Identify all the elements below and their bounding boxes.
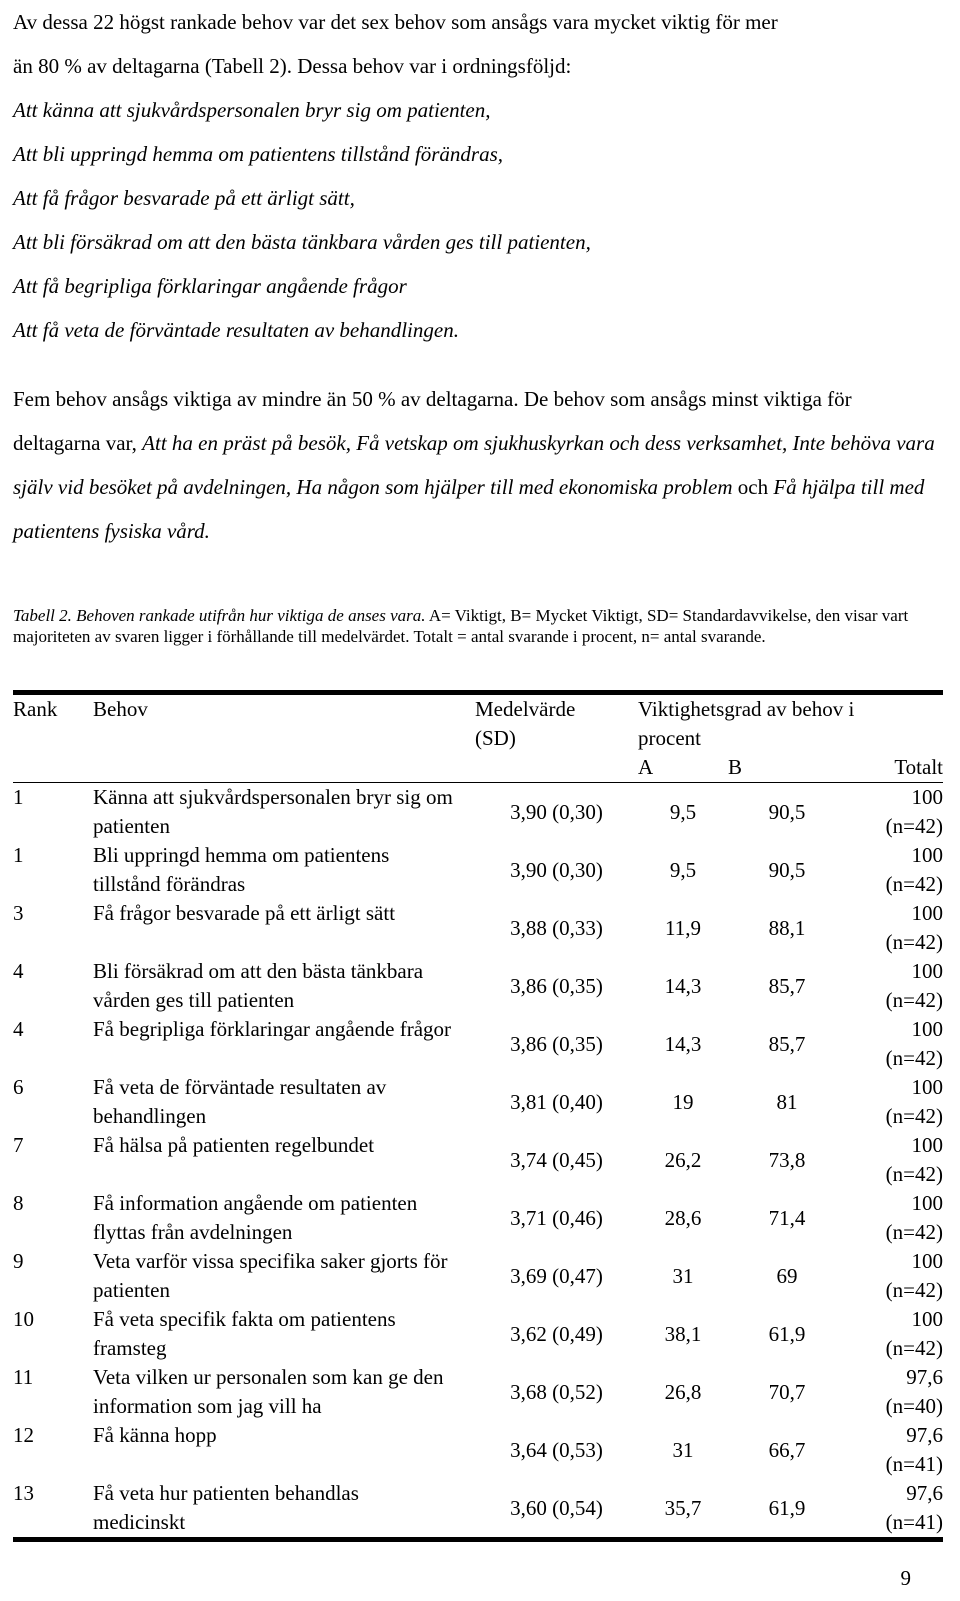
- a-cell: 31: [672, 1263, 694, 1288]
- rank-cell: 8: [13, 1191, 24, 1215]
- total-cell: [846, 899, 943, 957]
- total-percent: 97,6: [906, 1365, 943, 1389]
- mean-cell: 3,74 (0,45): [510, 1147, 603, 1172]
- a-cell: 38,1: [664, 1321, 702, 1346]
- rank-cell: 4: [13, 959, 24, 983]
- mean-cell: 3,86 (0,35): [510, 1031, 603, 1056]
- b-cell: 69: [776, 1263, 798, 1288]
- need-cell: Få känna hopp: [93, 1423, 217, 1447]
- table-header-row: [13, 693, 943, 754]
- total-cell: [846, 1363, 943, 1421]
- rank-cell: 6: [13, 1075, 24, 1099]
- total-n: (n=40): [885, 1394, 943, 1418]
- table-row: [13, 841, 943, 899]
- total-cell: [846, 1015, 943, 1073]
- paragraph-italic-needs: Att ha en präst på besök, Få vetskap om sjukhuskyrkan och dess verksamhet, Inte behöva vara själv vid besöket på avdelningen, Ha någon som hjälper till med ekonomiska problem: [13, 431, 935, 499]
- a-cell: 28,6: [664, 1205, 702, 1230]
- need-cell: Få frågor besvarade på ett ärligt sätt: [93, 901, 396, 925]
- mean-cell: 3,90 (0,30): [510, 799, 603, 824]
- header-a: A: [638, 753, 728, 783]
- need-cell: Få veta de förväntade resultaten av behandlingen: [93, 1075, 387, 1128]
- total-cell: [846, 1479, 943, 1540]
- total-cell: [846, 1073, 943, 1131]
- rank-cell: 11: [13, 1365, 34, 1389]
- header-degree-line2: procent: [638, 726, 701, 750]
- intro-paragraph: [13, 0, 943, 352]
- b-cell: 85,7: [768, 973, 806, 998]
- total-percent: 100: [911, 785, 943, 809]
- total-percent: 100: [911, 1075, 943, 1099]
- rank-cell: 10: [13, 1307, 34, 1331]
- b-cell: 85,7: [768, 1031, 806, 1056]
- total-n: (n=41): [885, 1510, 943, 1534]
- need-cell: Få begripliga förklaringar angående frågor: [93, 1017, 452, 1041]
- mean-cell: 3,81 (0,40): [510, 1089, 603, 1114]
- table-row: [13, 1189, 943, 1247]
- total-cell: [846, 957, 943, 1015]
- total-percent: 100: [911, 843, 943, 867]
- table-row: [13, 1479, 943, 1540]
- table-row: [13, 957, 943, 1015]
- total-cell: [846, 783, 943, 842]
- total-n: (n=42): [885, 814, 943, 838]
- header-degree-line1: Viktighetsgrad av behov i: [638, 697, 855, 721]
- need-list-item: Att bli uppringd hemma om patientens tillstånd förändras,: [13, 142, 504, 166]
- need-cell: Bli uppringd hemma om patientens tillstånd förändras: [93, 843, 390, 896]
- a-cell: 35,7: [638, 1479, 728, 1540]
- header-rank: Rank: [13, 693, 93, 754]
- mean-cell: 3,68 (0,52): [510, 1379, 603, 1404]
- table-row: [13, 1073, 943, 1131]
- total-percent: 100: [911, 901, 943, 925]
- b-cell: 61,9: [728, 1479, 846, 1540]
- total-n: (n=41): [885, 1452, 943, 1476]
- total-percent: 97,6: [906, 1423, 943, 1447]
- a-cell: 9,5: [669, 799, 697, 824]
- b-cell: 90,5: [768, 857, 806, 882]
- total-percent: 100: [911, 1017, 943, 1041]
- need-list-item: Att bli försäkrad om att den bästa tänkbara vården ges till patienten,: [13, 230, 591, 254]
- header-total: Totalt: [846, 753, 943, 783]
- mean-cell: 3,64 (0,53): [510, 1437, 603, 1462]
- need-cell: Känna att sjukvårdspersonalen bryr sig om patienten: [93, 785, 453, 838]
- total-n: (n=42): [885, 988, 943, 1012]
- need-cell: Få hälsa på patienten regelbundet: [93, 1133, 375, 1157]
- need-list-item: Att få begripliga förklaringar angående frågor: [13, 274, 407, 298]
- a-cell: 31: [672, 1437, 694, 1462]
- a-cell: 14,3: [664, 973, 702, 998]
- rank-cell: 4: [13, 1017, 24, 1041]
- total-percent: 100: [911, 1133, 943, 1157]
- table-subheader-row: [13, 753, 943, 783]
- header-degree: [638, 693, 943, 754]
- mean-cell: 3,71 (0,46): [510, 1205, 603, 1230]
- total-n: (n=42): [885, 1336, 943, 1360]
- total-cell: [846, 1421, 943, 1479]
- table-row: [13, 1421, 943, 1479]
- b-cell: 66,7: [768, 1437, 806, 1462]
- total-n: (n=42): [885, 1278, 943, 1302]
- total-n: (n=42): [885, 872, 943, 896]
- total-n: (n=42): [885, 1104, 943, 1128]
- b-cell: 81: [776, 1089, 798, 1114]
- a-cell: 14,3: [664, 1031, 702, 1056]
- mean-cell: 3,86 (0,35): [510, 973, 603, 998]
- rank-cell: 9: [13, 1249, 24, 1273]
- total-percent: 100: [911, 1249, 943, 1273]
- rank-cell: 1: [13, 843, 24, 867]
- total-cell: [846, 1247, 943, 1305]
- rank-cell: 1: [13, 785, 24, 809]
- table-row: [13, 1131, 943, 1189]
- a-cell: 19: [672, 1089, 694, 1114]
- caption-label: Tabell 2. Behoven rankade utifrån hur viktiga de anses vara.: [13, 606, 426, 625]
- rank-cell: 13: [13, 1479, 93, 1540]
- header-mean-line1: Medelvärde: [475, 697, 576, 721]
- total-cell: [846, 1305, 943, 1363]
- total-n: (n=42): [885, 1162, 943, 1186]
- total-percent: 97,6: [906, 1481, 943, 1505]
- total-n: (n=42): [885, 930, 943, 954]
- total-percent: 100: [911, 959, 943, 983]
- need-cell: Bli försäkrad om att den bästa tänkbara vården ges till patienten: [93, 959, 424, 1012]
- table-row: [13, 1363, 943, 1421]
- mean-cell: 3,60 (0,54): [475, 1479, 638, 1540]
- need-cell: Få veta specifik fakta om patientens framsteg: [93, 1307, 396, 1360]
- needs-table: [13, 690, 943, 1542]
- header-mean: [475, 693, 638, 754]
- paragraph-italic-last-need: Få hjälpa till med patientens fysiska vård.: [13, 475, 925, 543]
- rank-cell: 12: [13, 1423, 34, 1447]
- intro-line-1: Av dessa 22 högst rankade behov var det sex behov som ansågs vara mycket viktig för mer: [13, 10, 778, 34]
- total-n: (n=42): [885, 1220, 943, 1244]
- table-row: [13, 1247, 943, 1305]
- total-percent: 100: [911, 1307, 943, 1331]
- mean-cell: 3,62 (0,49): [510, 1321, 603, 1346]
- header-b: B: [728, 753, 846, 783]
- mean-cell: 3,90 (0,30): [510, 857, 603, 882]
- table-row: [13, 783, 943, 842]
- b-cell: 88,1: [768, 915, 806, 940]
- total-cell: [846, 841, 943, 899]
- paragraph-text-and: och: [732, 475, 774, 499]
- need-list-item: Att känna att sjukvårdspersonalen bryr sig om patienten,: [13, 98, 491, 122]
- a-cell: 26,8: [664, 1379, 702, 1404]
- need-cell: Få information angående om patienten flyttas från avdelningen: [93, 1191, 418, 1244]
- header-need: Behov: [93, 693, 475, 754]
- total-percent: 100: [911, 1191, 943, 1215]
- intro-line-2: än 80 % av deltagarna (Tabell 2). Dessa behov var i ordningsföljd:: [13, 54, 572, 78]
- mean-cell: 3,88 (0,33): [510, 915, 603, 940]
- need-list-item: Att få frågor besvarade på ett ärligt sätt,: [13, 186, 355, 210]
- a-cell: 11,9: [665, 915, 701, 940]
- need-cell: Veta vilken ur personalen som kan ge den information som jag vill ha: [93, 1365, 444, 1418]
- b-cell: 71,4: [768, 1205, 806, 1230]
- page-number: 9: [900, 1566, 911, 1590]
- rank-cell: 7: [13, 1133, 24, 1157]
- document-page: [13, 0, 943, 1590]
- b-cell: 73,8: [768, 1147, 806, 1172]
- need-cell: Veta varför vissa specifika saker gjorts för patienten: [93, 1249, 448, 1302]
- a-cell: 26,2: [664, 1147, 702, 1172]
- need-cell: Få veta hur patienten behandlas medicinskt: [93, 1479, 475, 1540]
- b-cell: 61,9: [768, 1321, 806, 1346]
- table-row: [13, 1305, 943, 1363]
- total-cell: [846, 1189, 943, 1247]
- rank-cell: 3: [13, 901, 24, 925]
- least-important-paragraph: [13, 377, 943, 553]
- total-n: (n=42): [885, 1046, 943, 1070]
- a-cell: 9,5: [669, 857, 697, 882]
- mean-cell: 3,69 (0,47): [510, 1263, 603, 1288]
- b-cell: 70,7: [768, 1379, 806, 1404]
- table-row: [13, 899, 943, 957]
- total-cell: [846, 1131, 943, 1189]
- table-caption: [13, 605, 943, 647]
- header-mean-line2: (SD): [475, 726, 516, 750]
- paragraph-text: Fem behov ansågs viktiga av mindre än 50 % av deltagarna. De behov som ansågs minst viktiga för deltagarna var,: [13, 387, 852, 455]
- b-cell: 90,5: [768, 799, 806, 824]
- caption-text: A= Viktigt, B= Mycket Viktigt, SD= Standardavvikelse, den visar vart majoriteten av svaren ligger i förhållande till medelvärdet. Totalt = antal svarande i procent, n= antal svarande.: [13, 606, 909, 646]
- table-row: [13, 1015, 943, 1073]
- need-list-item: Att få veta de förväntade resultaten av behandlingen.: [13, 318, 459, 342]
